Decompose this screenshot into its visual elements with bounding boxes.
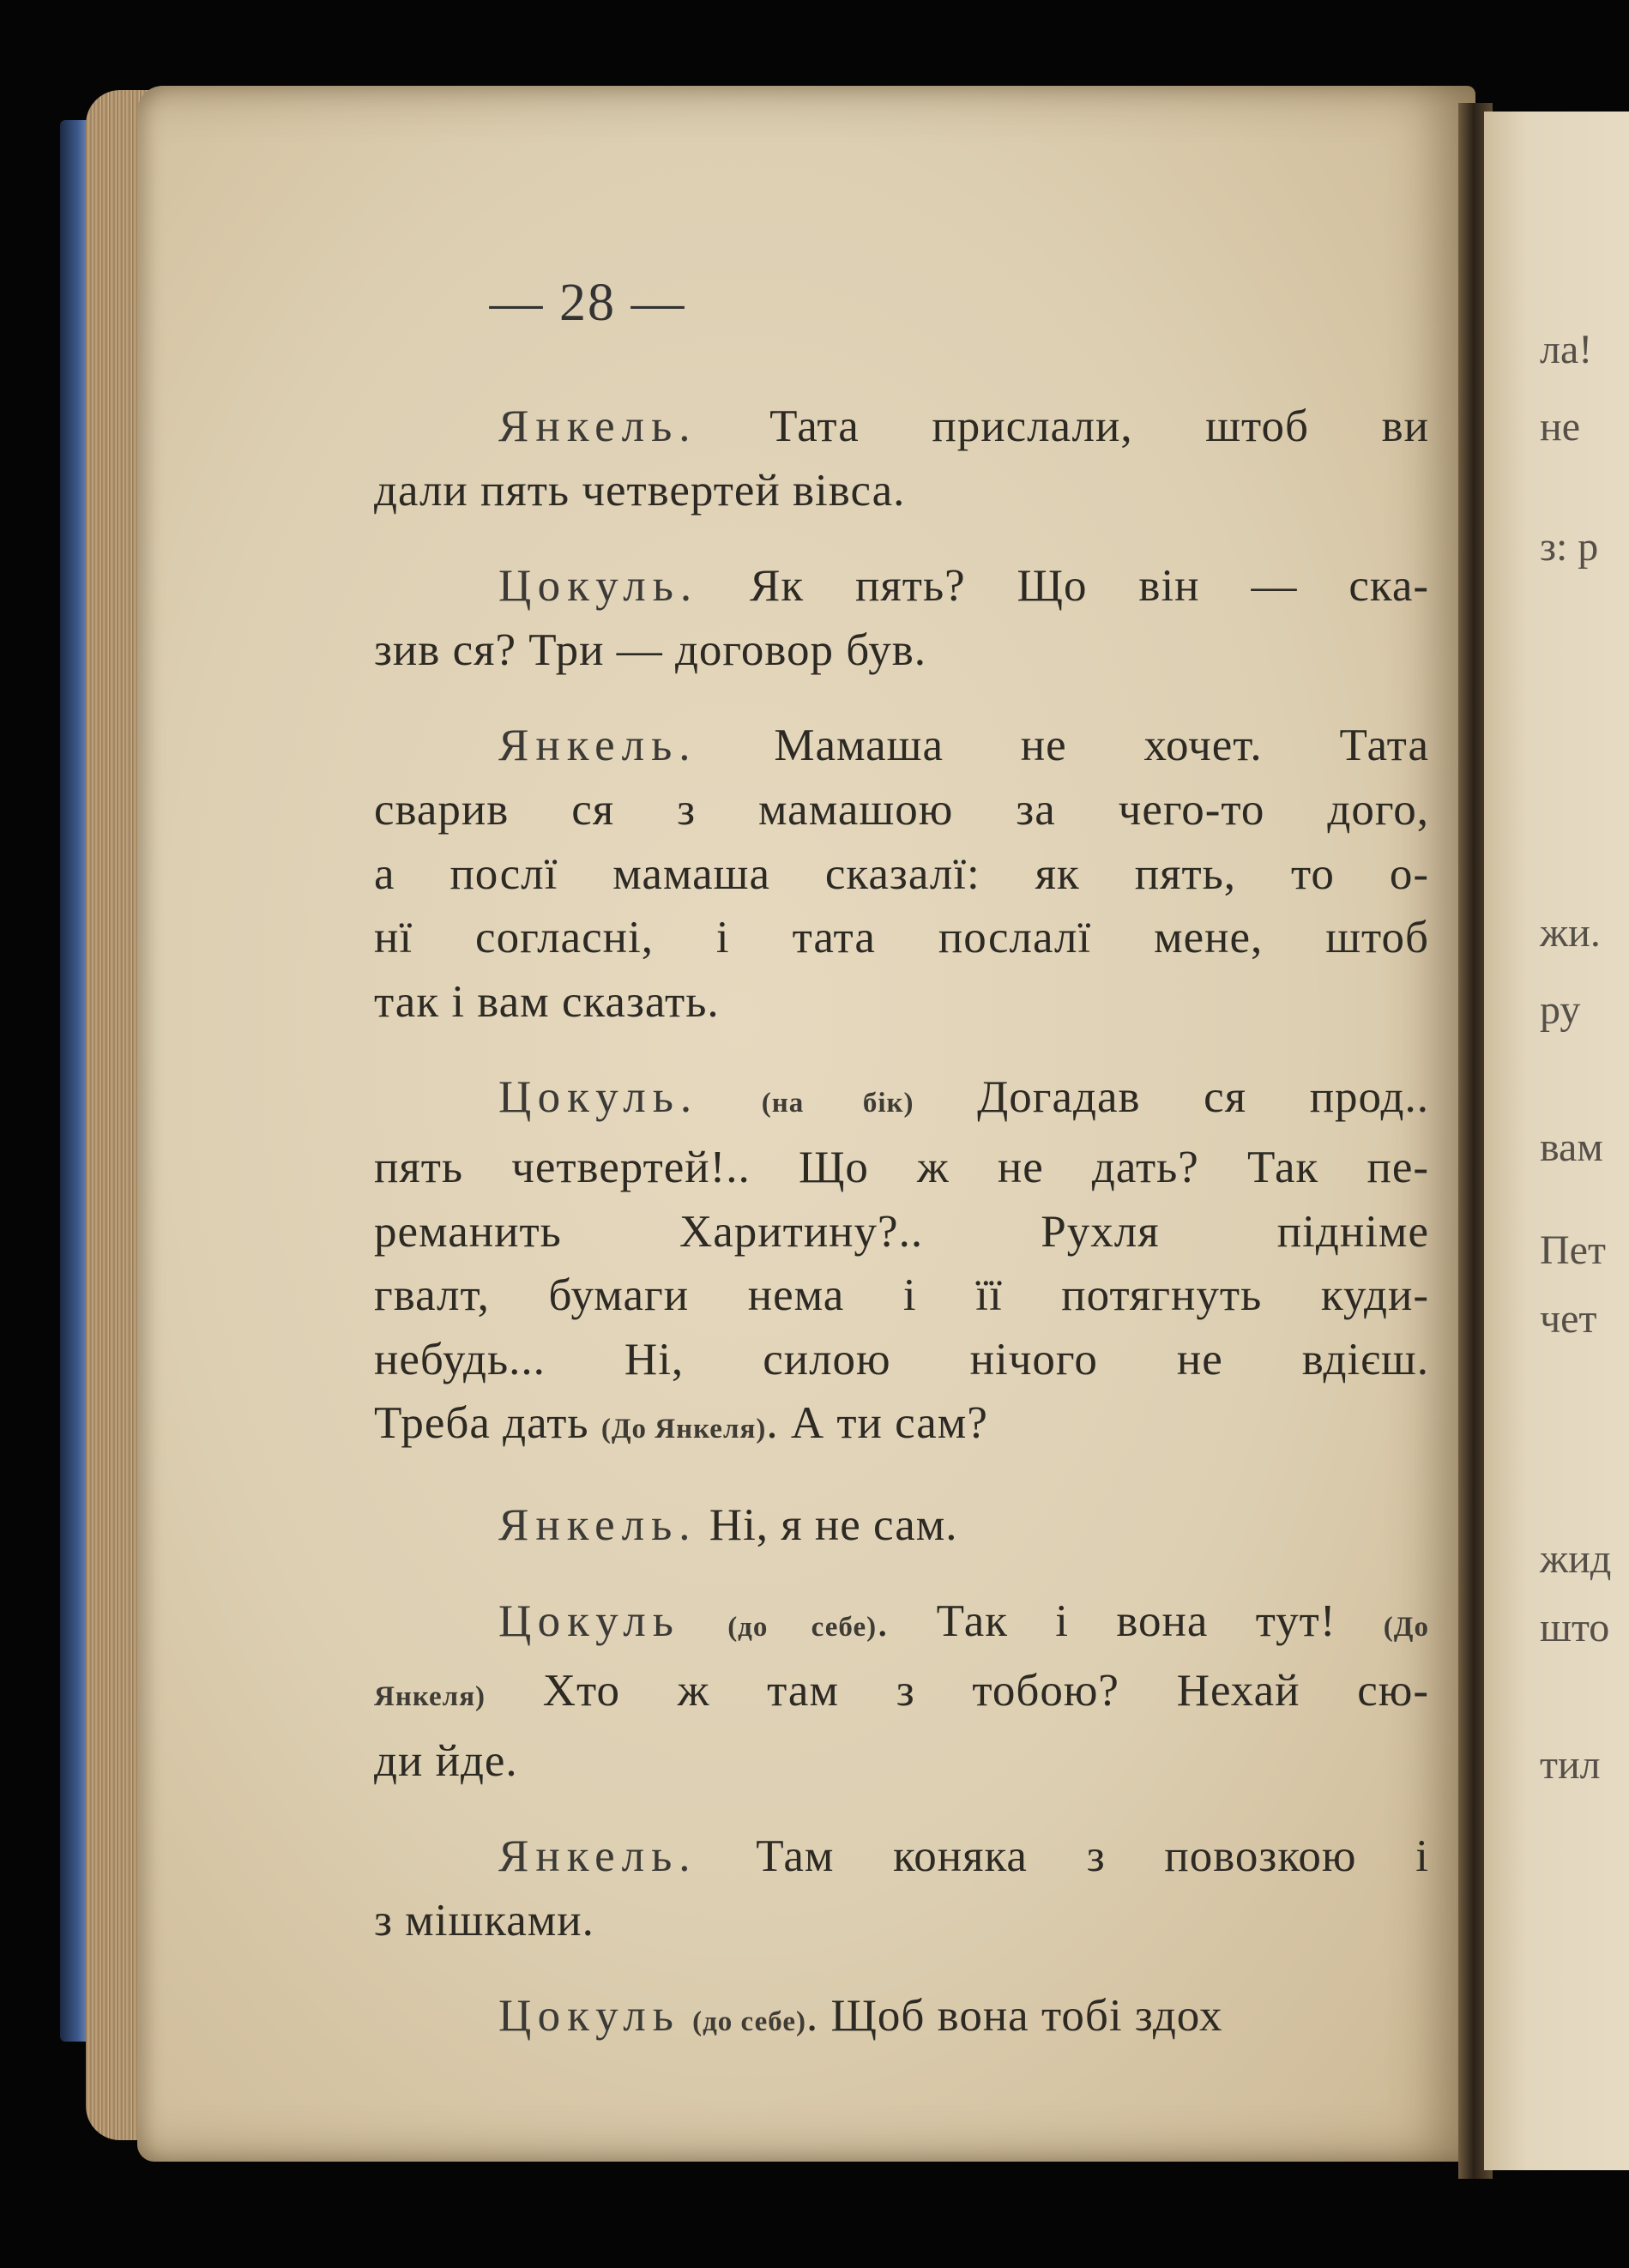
speaker-name: Цокуль bbox=[498, 1991, 680, 2042]
dialogue-text: а послї мамаша сказалї: як пять, то о- bbox=[374, 848, 1429, 899]
speaker-name: Янкель. bbox=[498, 1831, 697, 1882]
dialogue-text: ди йде. bbox=[374, 1735, 518, 1786]
right-page-fragment: чет bbox=[1540, 1296, 1597, 1342]
dialogue-text: Як пять? Що він — ска- bbox=[698, 561, 1429, 612]
stage-direction: Янкеля) bbox=[374, 1681, 486, 1713]
speaker-name: Янкель. bbox=[498, 1499, 697, 1550]
speaker-name: Янкель. bbox=[498, 721, 697, 771]
stage-direction: (До Янкеля) bbox=[600, 1414, 767, 1445]
text-line bbox=[374, 1589, 1429, 1660]
text-line bbox=[374, 1493, 1429, 1558]
dialogue-paragraph bbox=[374, 1493, 1429, 1558]
dialogue-paragraph bbox=[374, 1065, 1429, 1462]
right-page-fragment: ла! bbox=[1540, 327, 1593, 372]
dialogue-paragraph bbox=[374, 554, 1429, 682]
right-page-fragment: вам bbox=[1540, 1125, 1603, 1170]
text-line bbox=[374, 395, 1429, 459]
text-line bbox=[374, 1328, 1429, 1392]
dialogue-text bbox=[698, 1072, 762, 1122]
dialogue-text: Там коняка з повозкою і bbox=[697, 1831, 1429, 1882]
page-number: — 28 — bbox=[489, 274, 686, 332]
dialogue-text: Ні, я не сам. bbox=[697, 1499, 958, 1550]
text-line bbox=[374, 1659, 1429, 1729]
dialogue-text: Тата прислали, штоб ви bbox=[697, 401, 1429, 451]
dialogue-paragraph bbox=[374, 714, 1429, 1034]
text-line bbox=[374, 1136, 1429, 1200]
stage-direction: (на бік) bbox=[761, 1088, 914, 1119]
text-line bbox=[374, 554, 1429, 618]
stage-direction: (до себе) bbox=[692, 2006, 806, 2038]
text-line bbox=[374, 970, 1429, 1034]
dialogue-text: сварив ся з мамашою за чего-то дого, bbox=[374, 784, 1429, 835]
dialogue-paragraph bbox=[374, 395, 1429, 522]
stage-direction: (До bbox=[1383, 1611, 1429, 1643]
dialogue-text: з мішками. bbox=[374, 1895, 594, 1945]
dialogue-text: так і вам сказать. bbox=[374, 976, 720, 1027]
dialogue-text: дали пять четвертей вівса. bbox=[374, 465, 906, 516]
text-line bbox=[374, 459, 1429, 523]
dialogue-text: нї согласні, і тата послалї мене, штоб bbox=[374, 913, 1429, 963]
dialogue-text: Мамаша не хочет. Тата bbox=[697, 721, 1429, 771]
text-line bbox=[374, 1065, 1429, 1136]
text-line bbox=[374, 842, 1429, 907]
text-line bbox=[374, 1984, 1429, 2054]
text-line bbox=[374, 1391, 1429, 1462]
dialogue-paragraph bbox=[374, 1825, 1429, 1952]
speaker-name: Цокуль. bbox=[498, 1072, 699, 1123]
right-page-fragment: жид bbox=[1540, 1536, 1612, 1582]
speaker-name: Янкель. bbox=[498, 401, 697, 451]
text-line bbox=[374, 1889, 1429, 1953]
dialogue-text: . Так і вона тут! bbox=[877, 1595, 1384, 1646]
stage-direction: (до себе) bbox=[727, 1611, 878, 1643]
text-line bbox=[374, 1729, 1429, 1794]
speaker-name: Цокуль bbox=[498, 1595, 680, 1646]
right-page-fragment: жи. bbox=[1540, 910, 1601, 956]
text-line bbox=[374, 1264, 1429, 1328]
dialogue-paragraph bbox=[374, 1984, 1429, 2054]
dialogue-text: пять четвертей!.. Що ж не дать? Так пе- bbox=[374, 1142, 1429, 1192]
right-page-fragment: з: р bbox=[1540, 524, 1599, 570]
right-page-fragment: што bbox=[1540, 1605, 1610, 1650]
dialogue-text: реманить Харитину?.. Рухля підніме bbox=[374, 1206, 1429, 1257]
right-page-fragment: ру bbox=[1540, 987, 1581, 1033]
speaker-name: Цокуль. bbox=[498, 561, 699, 612]
dialogue-text: . Щоб вона тобі здох bbox=[805, 1991, 1223, 2042]
text-line bbox=[374, 906, 1429, 970]
text-line bbox=[374, 714, 1429, 778]
text-line bbox=[374, 618, 1429, 683]
right-page bbox=[1484, 112, 1629, 2170]
page-text bbox=[374, 395, 1429, 2054]
dialogue-text: небудь... Ні, силою нічого не вдієш. bbox=[374, 1334, 1429, 1384]
dialogue-text: Догадав ся прод.. bbox=[914, 1072, 1429, 1123]
dialogue-text: . А ти сам? bbox=[766, 1398, 988, 1449]
dialogue-text: Треба дать bbox=[374, 1398, 601, 1449]
dialogue-text: Хто ж там з тобою? Нехай сю- bbox=[486, 1666, 1429, 1716]
dialogue-paragraph bbox=[374, 1589, 1429, 1794]
dialogue-text: гвалт, бумаги нема і її потягнуть куди- bbox=[374, 1270, 1429, 1321]
right-page-fragment: тил bbox=[1540, 1742, 1601, 1788]
right-page-fragment: не bbox=[1540, 404, 1580, 449]
text-line bbox=[374, 1200, 1429, 1264]
dialogue-text bbox=[680, 1991, 692, 2041]
text-line bbox=[374, 1825, 1429, 1889]
dialogue-text: зив ся? Три — договор був. bbox=[374, 624, 926, 675]
right-page-fragment: Пет bbox=[1540, 1227, 1606, 1273]
text-line bbox=[374, 778, 1429, 842]
dialogue-text bbox=[680, 1596, 727, 1646]
